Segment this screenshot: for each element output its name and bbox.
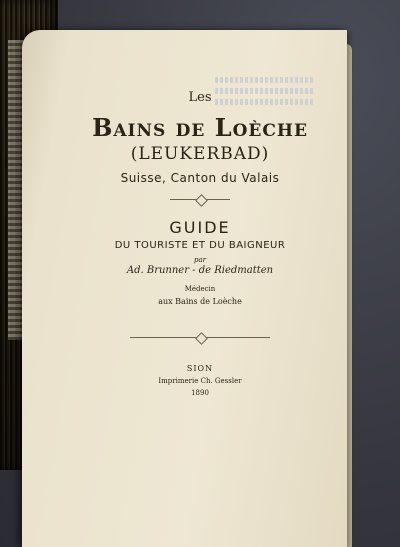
author-name: Ad. Brunner - de Riedmatten bbox=[126, 265, 274, 276]
guide-heading: GUIDE bbox=[169, 218, 231, 237]
imprint-printer: Imprimerie Ch. Gessler bbox=[158, 377, 242, 385]
subtitle: (LEUKERBAD) bbox=[130, 144, 270, 164]
title-les: Les bbox=[188, 90, 212, 105]
imprint-year: 1890 bbox=[191, 389, 209, 397]
author-role: Médecin bbox=[184, 285, 216, 293]
imprint-city: SION bbox=[186, 364, 214, 373]
author-place: aux Bains de Loèche bbox=[158, 297, 242, 306]
main-title: Bains de Loèche bbox=[92, 113, 308, 142]
par-label: par bbox=[193, 256, 206, 264]
location-line: Suisse, Canton du Valais bbox=[120, 171, 280, 185]
ornament-divider-lower bbox=[130, 334, 270, 340]
guide-subheading: DU TOURISTE ET DU BAIGNEUR bbox=[114, 240, 286, 251]
ornament-divider bbox=[170, 196, 230, 202]
